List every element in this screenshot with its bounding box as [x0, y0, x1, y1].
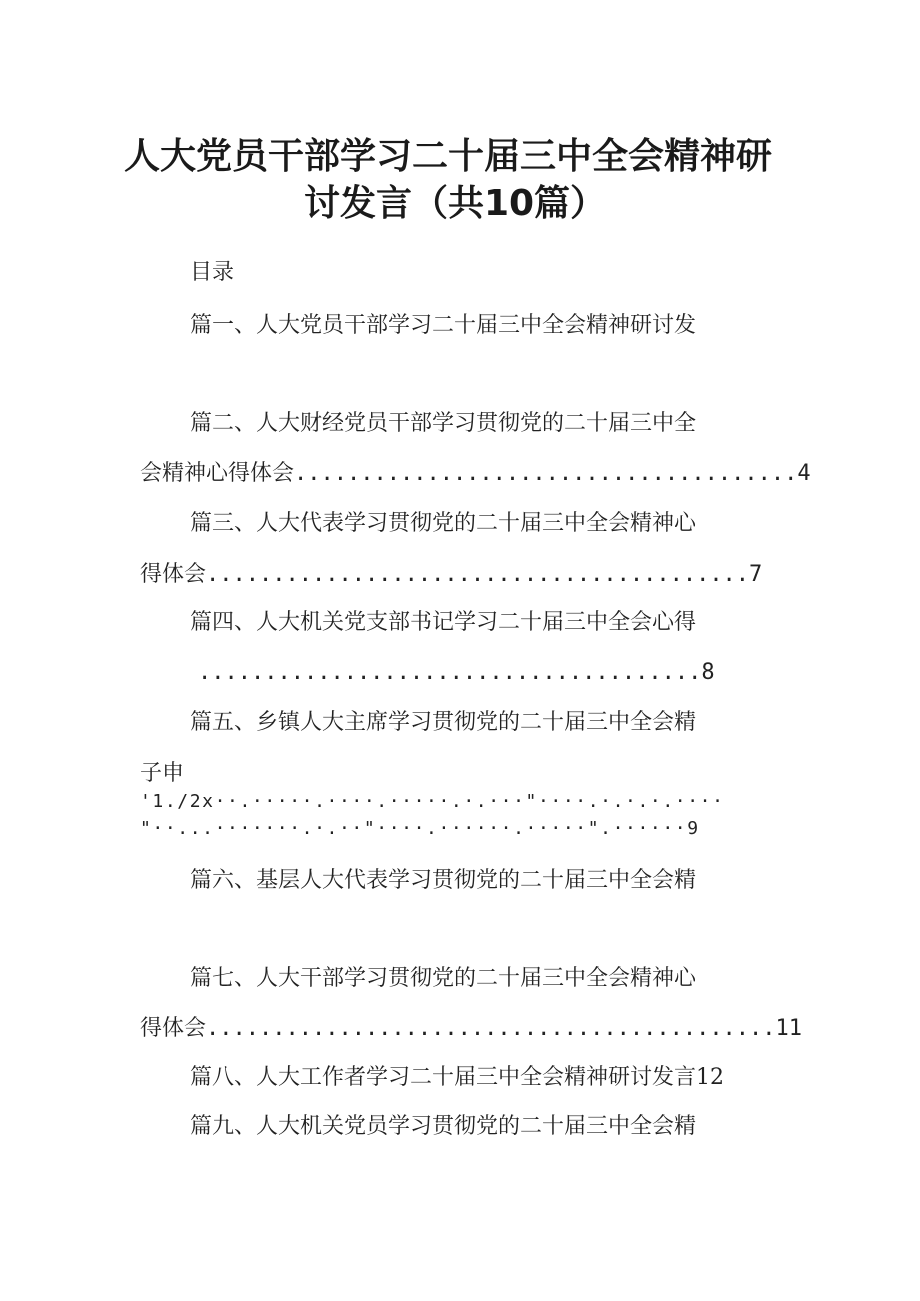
toc-entry-7-line-1: 篇七、人大干部学习贯彻党的二十届三中全会精神心: [190, 966, 697, 991]
document-title-line-1: 人大党员干部学习二十届三中全会精神研: [123, 136, 772, 177]
toc-entry-5-line-4: "··...·······.·.··"····.······.·····".······9: [140, 818, 700, 839]
toc-entry-6-line-1: 篇六、基层人大代表学习贯彻党的二十届三中全会精: [190, 868, 697, 893]
document-title-line-2: 讨发言（共10篇）: [303, 183, 607, 224]
toc-entry-9-line-1: 篇九、人大机关党员学习贯彻党的二十届三中全会精: [190, 1114, 697, 1139]
toc-entry-1-line-1: 篇一、人大党员干部学习二十届三中全会精神研讨发: [190, 313, 697, 338]
toc-entry-5-line-3: '1./2x··.·····.····.·····.·.···"····.·.·.·.····: [140, 791, 725, 812]
toc-entry-4-line-1: 篇四、人大机关党支部书记学习二十届三中全会心得: [190, 610, 697, 635]
toc-heading: 目录: [190, 260, 235, 285]
toc-entry-3-line-2: 得体会.........................................7: [140, 562, 763, 587]
toc-entry-2-line-1: 篇二、人大财经党员干部学习贯彻党的二十届三中全: [190, 411, 697, 436]
toc-entry-4-line-2: ......................................8: [198, 660, 715, 685]
toc-entry-7-line-2: 得体会...........................................11: [140, 1016, 803, 1041]
toc-entry-8-line-1: 篇八、人大工作者学习二十届三中全会精神研讨发言12: [190, 1065, 724, 1090]
toc-entry-5-line-1: 篇五、乡镇人大主席学习贯彻党的二十届三中全会精: [190, 710, 697, 735]
toc-entry-5-line-2: 子申: [140, 761, 185, 786]
toc-entry-2-line-2: 会精神心得体会......................................4: [140, 461, 811, 486]
toc-entry-3-line-1: 篇三、人大代表学习贯彻党的二十届三中全会精神心: [190, 511, 697, 536]
